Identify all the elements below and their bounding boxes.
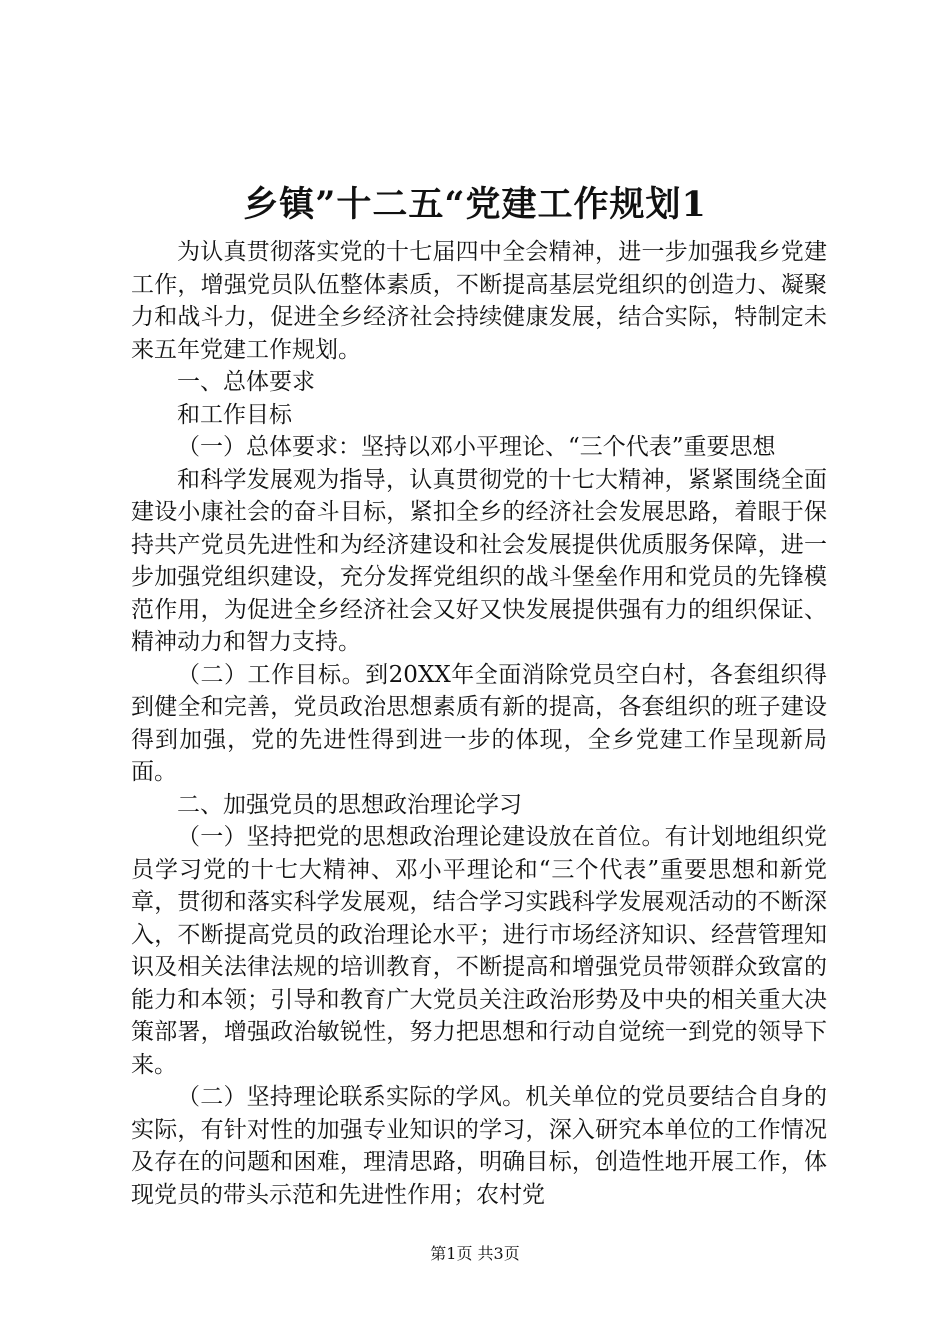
paragraph-study-style: （二）坚持理论联系实际的学风。机关单位的党员要结合自身的实际，有针对性的加强专业知识的学习，深入研究本单位的工作情况及存在的问题和困难，理清思路，明确目标，创造性地开展工作，体现党员的带头示范和先进性作用；农村党 [131,1084,827,1208]
paragraph-political-study: （一）坚持把党的思想政治理论建设放在首位。有计划地组织党员学习党的十七大精神、邓小平理论和“三个代表”重要思想和新党章，贯彻和落实科学发展观，结合学习实践科学发展观活动的不断深入，不断提高党员的政治理论水平；进行市场经济知识、经营管理知识及相关法律法规的培训教育，不断提高和增强党员带领群众致富的能力和本领；引导和教育广大党员关注政治形势及中央的相关重大决策部署，增强政治敏锐性，努力把思想和行动自觉统一到党的领导下来。 [131,824,827,1078]
page-footer: 第1页 共3页 [430,1244,520,1263]
document-title: 乡镇”十二五“党建工作规划1 [243,184,707,225]
document-body [131,236,827,1211]
paragraph-overall-requirement: （一）总体要求：坚持以邓小平理论、“三个代表”重要思想 [177,434,776,460]
section-heading-1: 一、总体要求 [177,369,315,395]
section-heading-1-continued: 和工作目标 [177,401,292,428]
section-heading-2: 二、加强党员的思想政治理论学习 [177,791,522,818]
paragraph-guidance: 和科学发展观为指导，认真贯彻党的十七大精神，紧紧围绕全面建设小康社会的奋斗目标，紧扣全乡的经济社会发展思路，着眼于保持共产党员先进性和为经济建设和社会发展提供优质服务保障，进一步加强党组织建设，充分发挥党组织的战斗堡垒作用和党员的先锋模范作用，为促进全乡经济社会又好又快发展提供强有力的组织保证、精神动力和智力支持。 [131,466,827,655]
paragraph-intro: 为认真贯彻落实党的十七届四中全会精神，进一步加强我乡党建工作，增强党员队伍整体素质，不断提高基层党组织的创造力、凝聚力和战斗力，促进全乡经济社会持续健康发展，结合实际，特制定未来五年党建工作规划。 [131,239,827,363]
paragraph-work-goal: （二）工作目标。到20XX年全面消除党员空白村，各套组织得到健全和完善，党员政治思想素质有新的提高，各套组织的班子建设得到加强，党的先进性得到进一步的体现，全乡党建工作呈现新局面。 [131,661,827,785]
